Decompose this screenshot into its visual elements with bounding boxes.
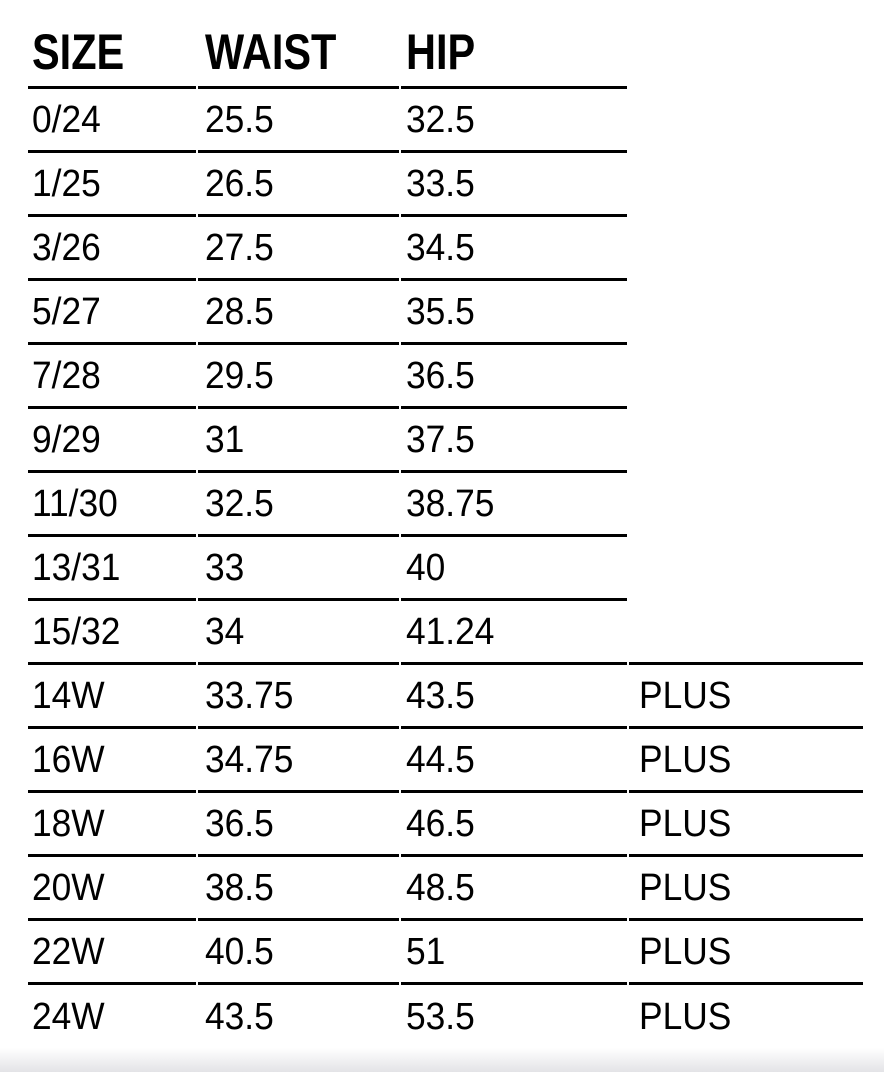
cell-plus-tag: [629, 153, 863, 217]
cell-hip: [401, 857, 628, 921]
column-header-hip-label: HIP: [405, 24, 476, 80]
waist-value: 28.5: [205, 290, 275, 333]
cell-hip: [401, 473, 628, 537]
cell-hip: [401, 921, 628, 985]
cell-hip: [401, 89, 628, 153]
hip-value: 33.5: [405, 162, 475, 205]
cell-size: [28, 857, 196, 921]
table-row: [28, 537, 863, 601]
waist-value: 27.5: [205, 226, 275, 269]
cell-plus-tag: [629, 473, 863, 537]
table-row: [28, 985, 863, 1049]
cell-waist: [198, 153, 398, 217]
column-header-empty: [629, 0, 863, 89]
cell-plus-tag: [629, 857, 863, 921]
table-row: [28, 217, 863, 281]
cell-waist: [198, 985, 398, 1049]
cell-plus-tag: [629, 793, 863, 857]
plus-tag-value: PLUS: [639, 930, 732, 973]
table-row: [28, 473, 863, 537]
cell-size: [28, 793, 196, 857]
waist-value: 34.75: [205, 738, 294, 781]
waist-value: 40.5: [205, 930, 275, 973]
hip-value: 51: [405, 930, 446, 973]
table-row: [28, 89, 863, 153]
cell-plus-tag: [629, 729, 863, 793]
hip-value: 38.75: [405, 482, 495, 525]
cell-waist: [198, 857, 398, 921]
table-row: [28, 793, 863, 857]
size-value: 24W: [32, 996, 105, 1038]
table-row: [28, 729, 863, 793]
table-row: [28, 345, 863, 409]
size-value: 18W: [32, 802, 105, 845]
cell-hip: [401, 153, 628, 217]
size-value: 7/28: [32, 354, 101, 397]
hip-value: 48.5: [405, 866, 475, 909]
column-header-size: [28, 0, 196, 89]
size-value: 16W: [32, 738, 105, 781]
cell-waist: [198, 537, 398, 601]
size-value: 11/30: [32, 482, 118, 525]
cell-waist: [198, 345, 398, 409]
cell-size: [28, 985, 196, 1049]
waist-value: 29.5: [205, 354, 275, 397]
plus-tag-value: PLUS: [639, 738, 732, 781]
cell-waist: [198, 601, 398, 665]
cell-waist: [198, 729, 398, 793]
cell-size: [28, 537, 196, 601]
table-row: [28, 921, 863, 985]
cell-waist: [198, 793, 398, 857]
cell-waist: [198, 281, 398, 345]
cell-plus-tag: [629, 985, 863, 1049]
plus-tag-value: PLUS: [639, 802, 732, 845]
size-value: 3/26: [32, 226, 101, 269]
hip-value: 43.5: [405, 674, 475, 717]
column-header-waist: [198, 0, 398, 89]
size-value: 15/32: [32, 610, 121, 653]
hip-value: 53.5: [405, 996, 475, 1038]
waist-value: 31: [205, 418, 245, 461]
cell-waist: [198, 409, 398, 473]
column-header-hip: [401, 0, 628, 89]
waist-value: 38.5: [205, 866, 275, 909]
hip-value: 35.5: [405, 290, 475, 333]
hip-value: 46.5: [405, 802, 475, 845]
cell-plus-tag: [629, 537, 863, 601]
cell-size: [28, 281, 196, 345]
cell-size: [28, 153, 196, 217]
cell-size: [28, 921, 196, 985]
waist-value: 25.5: [205, 98, 275, 141]
plus-tag-value: PLUS: [639, 866, 732, 909]
waist-value: 33.75: [205, 674, 294, 717]
cell-plus-tag: [629, 665, 863, 729]
hip-value: 32.5: [405, 98, 475, 141]
size-value: 0/24: [32, 98, 101, 141]
cell-hip: [401, 217, 628, 281]
cell-hip: [401, 793, 628, 857]
cell-size: [28, 665, 196, 729]
hip-value: 34.5: [405, 226, 475, 269]
hip-value: 40: [405, 546, 446, 589]
cell-waist: [198, 665, 398, 729]
cell-size: [28, 601, 196, 665]
cell-waist: [198, 217, 398, 281]
bottom-edge-shadow: [0, 1048, 884, 1072]
hip-value: 37.5: [405, 418, 475, 461]
cell-hip: [401, 729, 628, 793]
cell-size: [28, 345, 196, 409]
cell-waist: [198, 473, 398, 537]
cell-plus-tag: [629, 345, 863, 409]
column-header-waist-label: WAIST: [205, 24, 337, 80]
size-value: 13/31: [32, 546, 121, 589]
cell-size: [28, 217, 196, 281]
cell-plus-tag: [629, 601, 863, 665]
waist-value: 34: [205, 610, 245, 653]
cell-hip: [401, 601, 628, 665]
size-value: 22W: [32, 930, 105, 973]
cell-plus-tag: [629, 281, 863, 345]
waist-value: 36.5: [205, 802, 275, 845]
size-value: 20W: [32, 866, 105, 909]
table-body: [28, 89, 863, 1049]
cell-plus-tag: [629, 409, 863, 473]
cell-plus-tag: [629, 89, 863, 153]
size-value: 14W: [32, 674, 105, 717]
header-row: [28, 0, 863, 89]
cell-size: [28, 409, 196, 473]
cell-size: [28, 729, 196, 793]
cell-plus-tag: [629, 921, 863, 985]
plus-tag-value: PLUS: [639, 674, 732, 717]
cell-plus-tag: [629, 217, 863, 281]
cell-size: [28, 89, 196, 153]
size-value: 9/29: [32, 418, 101, 461]
table-row: [28, 601, 863, 665]
table-row: [28, 857, 863, 921]
cell-hip: [401, 537, 628, 601]
table-row: [28, 153, 863, 217]
hip-value: 41.24: [405, 610, 495, 653]
size-value: 5/27: [32, 290, 101, 333]
table-row: [28, 281, 863, 345]
cell-hip: [401, 345, 628, 409]
waist-value: 32.5: [205, 482, 275, 525]
size-chart-table: [26, 0, 865, 1049]
hip-value: 36.5: [405, 354, 475, 397]
plus-tag-value: PLUS: [639, 996, 732, 1038]
size-value: 1/25: [32, 162, 101, 205]
cell-hip: [401, 409, 628, 473]
waist-value: 33: [205, 546, 245, 589]
cell-hip: [401, 985, 628, 1049]
table-row: [28, 665, 863, 729]
cell-waist: [198, 921, 398, 985]
cell-size: [28, 473, 196, 537]
column-header-size-label: SIZE: [32, 24, 125, 80]
cell-hip: [401, 281, 628, 345]
cell-hip: [401, 665, 628, 729]
cell-waist: [198, 89, 398, 153]
waist-value: 43.5: [205, 996, 275, 1038]
hip-value: 44.5: [405, 738, 475, 781]
table-row: [28, 409, 863, 473]
waist-value: 26.5: [205, 162, 275, 205]
